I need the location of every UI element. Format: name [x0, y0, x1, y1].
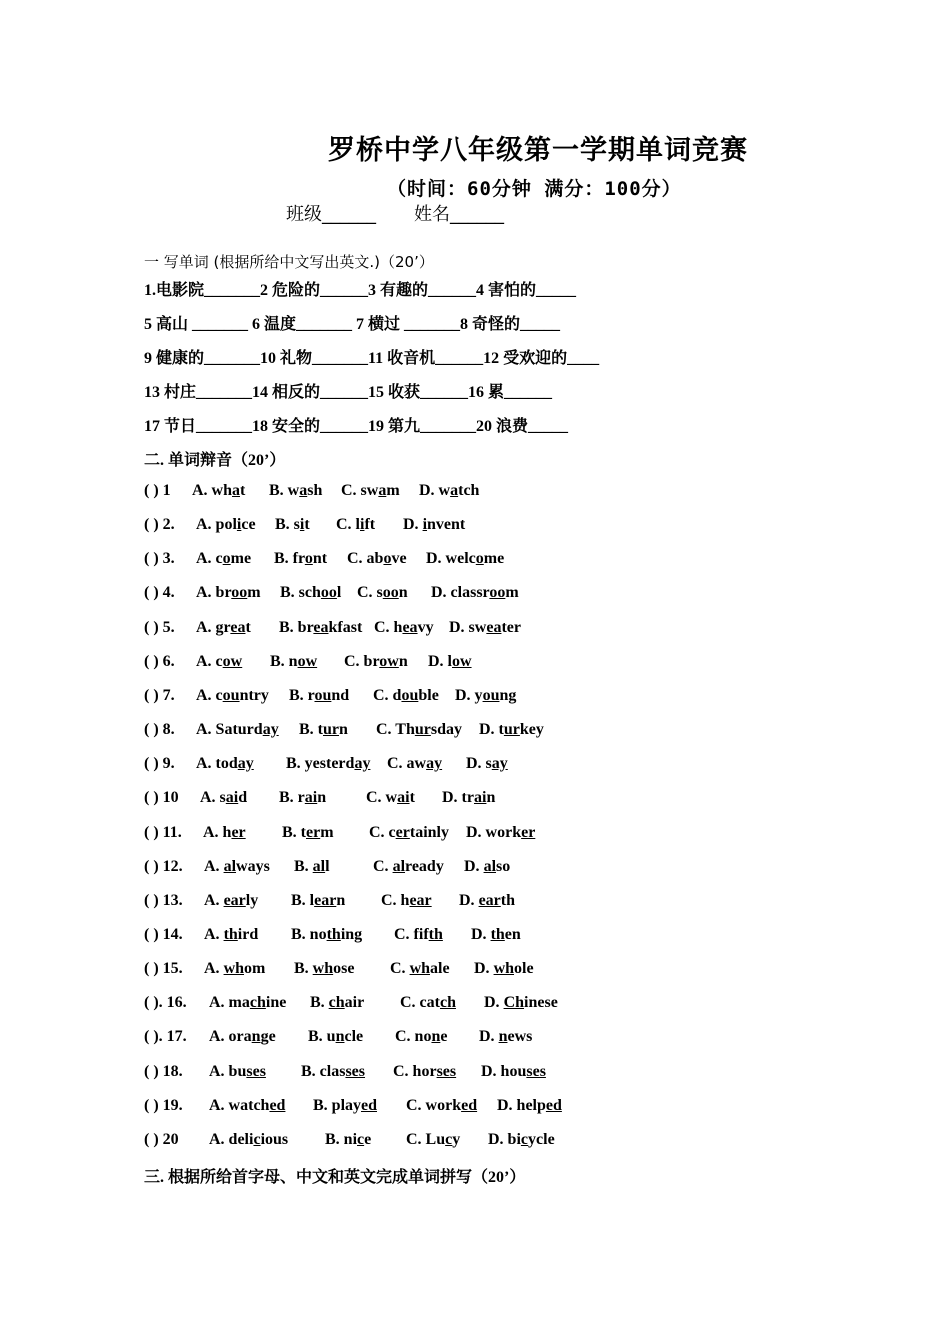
underlined-letters: ses: [246, 1063, 266, 1080]
underlined-letters: ea: [402, 619, 418, 636]
question-number: ( ) 6.: [144, 653, 175, 670]
underlined-letters: ea: [313, 619, 329, 636]
underlined-letters: c: [357, 1131, 365, 1148]
question-number: ( ) 18.: [144, 1063, 183, 1080]
option-c: C. already: [373, 858, 444, 875]
option-a: A. police: [196, 516, 256, 533]
underlined-letters: ch: [328, 994, 345, 1011]
underlined-letters: al: [392, 858, 406, 875]
underlined-letters: ses: [526, 1063, 546, 1080]
underlined-letters: Ch: [503, 994, 525, 1011]
option-d: D. helped: [497, 1097, 562, 1114]
question-number: ( ) 8.: [144, 721, 175, 738]
underlined-letters: er: [231, 824, 246, 841]
option-d: D. watch: [419, 482, 480, 499]
class-name-line: [286, 200, 504, 226]
underlined-letters: n: [498, 1028, 508, 1045]
question-number: ( ) 10: [144, 789, 179, 806]
underlined-letters: c: [445, 1131, 453, 1148]
underlined-letters: ear: [223, 892, 246, 909]
underlined-letters: oo: [382, 584, 399, 601]
page-title: 罗桥中学八年级第一学期单词竞赛: [328, 135, 748, 166]
underlined-letters: ay: [426, 755, 443, 772]
option-d: D. low: [428, 653, 472, 670]
underlined-letters: i: [360, 516, 365, 533]
underlined-letters: ur: [323, 721, 339, 738]
underlined-letters: wh: [312, 960, 334, 977]
option-a: A. orange: [209, 1028, 276, 1045]
underlined-letters: a: [232, 482, 241, 499]
option-d: D. turkey: [479, 721, 544, 738]
option-a: A. said: [200, 789, 248, 806]
question-number: ( ). 16.: [144, 994, 187, 1011]
option-b: B. whose: [294, 960, 355, 977]
option-a: A. delicious: [209, 1131, 289, 1148]
underlined-letters: n: [431, 1028, 441, 1045]
section1-row: 13 村庄_______14 相反的______15 收获______16 累______: [144, 384, 553, 401]
underlined-letters: ow: [222, 653, 243, 670]
underlined-letters: ow: [297, 653, 318, 670]
underlined-letters: a: [450, 482, 459, 499]
underlined-letters: wh: [493, 960, 515, 977]
underlined-letters: ou: [222, 687, 240, 704]
underlined-letters: ch: [249, 994, 266, 1011]
underlined-letters: ur: [503, 721, 520, 738]
underlined-letters: ur: [414, 721, 431, 738]
underlined-letters: ai: [304, 789, 318, 806]
option-a: A. come: [196, 550, 252, 567]
question-number: ( ) 19.: [144, 1097, 183, 1114]
option-b: B. now: [270, 653, 318, 670]
underlined-letters: ses: [436, 1063, 457, 1080]
option-b: B. all: [294, 858, 330, 875]
underlined-letters: oo: [489, 584, 506, 601]
option-c: C. swam: [341, 482, 400, 499]
option-d: D. whole: [474, 960, 534, 977]
option-c: C. fifth: [394, 926, 443, 943]
underlined-letters: c: [253, 1131, 261, 1148]
underlined-letters: th: [326, 926, 341, 943]
option-b: B. learn: [291, 892, 346, 909]
option-c: C. above: [347, 550, 407, 567]
underlined-letters: o: [304, 550, 313, 567]
section3-heading: 三. 根据所给首字母、中文和英文完成单词拼写（20’）: [144, 1169, 526, 1186]
option-d: D. then: [471, 926, 521, 943]
underlined-letters: ay: [262, 721, 279, 738]
underlined-letters: o: [475, 550, 484, 567]
underlined-letters: ai: [225, 789, 239, 806]
option-b: B. yesterday: [286, 755, 371, 772]
option-b: B. front: [274, 550, 328, 567]
question-number: ( ) 20: [144, 1131, 179, 1148]
underlined-letters: a: [299, 482, 308, 499]
underlined-letters: c: [520, 1131, 529, 1148]
underlined-letters: n: [335, 1028, 345, 1045]
underlined-letters: er: [306, 824, 321, 841]
underlined-letters: ed: [361, 1097, 378, 1114]
option-b: B. breakfast: [279, 619, 363, 636]
section1-row: 17 节日_______18 安全的______19 第九_______20 浪费_____: [144, 418, 569, 435]
class-field[interactable]: 班级______: [286, 204, 376, 225]
option-c: C. worked: [406, 1097, 478, 1114]
underlined-letters: ed: [545, 1097, 562, 1114]
name-field[interactable]: 姓名______: [414, 204, 504, 225]
option-d: D. Chinese: [484, 994, 558, 1011]
option-a: A. today: [196, 755, 254, 772]
underlined-letters: ow: [452, 653, 472, 670]
question-number: ( ) 7.: [144, 687, 175, 704]
question-number: ( ) 14.: [144, 926, 183, 943]
section1-row: 1.电影院_______2 危险的______3 有趣的______4 害怕的_____: [144, 282, 577, 299]
underlined-letters: i: [422, 516, 428, 533]
underlined-letters: n: [251, 1028, 261, 1045]
option-c: C. soon: [357, 584, 408, 601]
underlined-letters: ay: [354, 755, 371, 772]
question-number: ( ) 4.: [144, 584, 175, 601]
option-b: B. turn: [299, 721, 348, 738]
option-c: C. wait: [366, 789, 415, 806]
question-number: ( ) 1: [144, 482, 171, 499]
underlined-letters: al: [223, 858, 237, 875]
underlined-letters: ay: [491, 755, 508, 772]
underlined-letters: ear: [478, 892, 501, 909]
underlined-letters: ai: [473, 789, 487, 806]
section1-row: 9 健康的_______10 礼物_______11 收音机______12 受欢迎的____: [144, 350, 600, 367]
option-d: D. young: [455, 687, 517, 704]
underlined-letters: ai: [397, 789, 410, 806]
option-b: B. classes: [301, 1063, 366, 1080]
underlined-letters: oo: [231, 584, 248, 601]
option-a: A. always: [204, 858, 270, 875]
underlined-letters: ed: [269, 1097, 286, 1114]
underlined-letters: o: [222, 550, 231, 567]
question-number: ( ) 5.: [144, 619, 175, 636]
option-a: A. Saturday: [196, 721, 279, 738]
option-b: B. played: [313, 1097, 378, 1114]
page-subtitle: （时间：60分钟 满分：100分）: [387, 178, 682, 200]
option-d: D. worker: [466, 824, 536, 841]
option-c: C. Lucy: [406, 1131, 461, 1148]
underlined-letters: ou: [401, 687, 419, 704]
option-b: B. nice: [325, 1131, 372, 1148]
underlined-letters: wh: [409, 960, 431, 977]
underlined-letters: ed: [461, 1097, 478, 1114]
section2-heading: 二. 单词辩音（20’）: [144, 452, 286, 469]
option-b: B. round: [289, 687, 350, 704]
option-a: A. whom: [204, 960, 266, 977]
option-a: A. machine: [209, 994, 287, 1011]
option-a: A. great: [196, 619, 251, 636]
option-d: D. bicycle: [488, 1131, 555, 1148]
underlined-letters: ear: [409, 892, 432, 909]
underlined-letters: ow: [379, 653, 399, 670]
option-b: B. sit: [275, 516, 310, 533]
question-number: ( ) 9.: [144, 755, 175, 772]
underlined-letters: ou: [482, 687, 500, 704]
option-a: A. broom: [196, 584, 261, 601]
option-c: C. brown: [344, 653, 408, 670]
option-c: C. none: [395, 1028, 448, 1045]
option-d: D. train: [442, 789, 496, 806]
option-b: B. chair: [310, 994, 365, 1011]
option-b: B. rain: [279, 789, 327, 806]
option-c: C. certainly: [369, 824, 449, 841]
option-a: A. country: [196, 687, 269, 704]
option-d: D. sweater: [449, 619, 521, 636]
option-c: C. lift: [336, 516, 376, 533]
option-d: D. say: [466, 755, 508, 772]
question-number: ( ) 2.: [144, 516, 175, 533]
option-b: B. wash: [269, 482, 323, 499]
question-number: ( ) 11.: [144, 824, 182, 841]
question-number: ( ) 13.: [144, 892, 183, 909]
underlined-letters: oo: [320, 584, 337, 601]
option-c: C. double: [373, 687, 439, 704]
option-a: A. watched: [209, 1097, 286, 1114]
option-b: B. uncle: [308, 1028, 364, 1045]
option-c: C. horses: [393, 1063, 457, 1080]
option-d: D. classroom: [431, 584, 519, 601]
option-b: B. nothing: [291, 926, 363, 943]
question-number: ( ). 17.: [144, 1028, 187, 1045]
option-d: D. invent: [403, 516, 466, 533]
underlined-letters: er: [521, 824, 536, 841]
option-d: D. earth: [459, 892, 515, 909]
option-a: A. what: [192, 482, 246, 499]
option-a: A. third: [204, 926, 259, 943]
option-c: C. away: [387, 755, 443, 772]
underlined-letters: ea: [230, 619, 246, 636]
underlined-letters: al: [483, 858, 497, 875]
option-a: A. her: [203, 824, 246, 841]
underlined-letters: th: [428, 926, 443, 943]
underlined-letters: al: [312, 858, 326, 875]
option-c: C. heavy: [374, 619, 434, 636]
underlined-letters: ear: [314, 892, 337, 909]
question-number: ( ) 12.: [144, 858, 183, 875]
section1-heading: 一 写单词 (根据所给中文写出英文.)（20’）: [144, 253, 434, 271]
underlined-letters: i: [299, 516, 305, 533]
option-a: A. buses: [209, 1063, 266, 1080]
underlined-letters: th: [223, 926, 238, 943]
underlined-letters: ea: [486, 619, 502, 636]
option-b: B. term: [282, 824, 334, 841]
option-b: B. school: [280, 584, 342, 601]
underlined-letters: ch: [439, 994, 456, 1011]
question-number: ( ) 3.: [144, 550, 175, 567]
section1-row: 5 高山 _______ 6 温度_______ 7 横过 _______8 奇怪的_____: [144, 316, 561, 333]
option-d: D. also: [464, 858, 511, 875]
option-c: C. hear: [381, 892, 432, 909]
option-d: D. welcome: [426, 550, 505, 567]
underlined-letters: i: [236, 516, 242, 533]
option-c: C. Thursday: [376, 721, 462, 738]
option-d: D. houses: [481, 1063, 546, 1080]
underlined-letters: a: [378, 482, 387, 499]
underlined-letters: er: [395, 824, 410, 841]
option-d: D. news: [479, 1028, 533, 1045]
underlined-letters: ou: [314, 687, 332, 704]
underlined-letters: ay: [237, 755, 254, 772]
option-c: C. catch: [400, 994, 456, 1011]
option-c: C. whale: [390, 960, 450, 977]
option-a: A. early: [204, 892, 259, 909]
underlined-letters: wh: [223, 960, 245, 977]
option-a: A. cow: [196, 653, 243, 670]
underlined-letters: ses: [345, 1063, 366, 1080]
underlined-letters: o: [383, 550, 392, 567]
question-number: ( ) 15.: [144, 960, 183, 977]
underlined-letters: th: [490, 926, 505, 943]
